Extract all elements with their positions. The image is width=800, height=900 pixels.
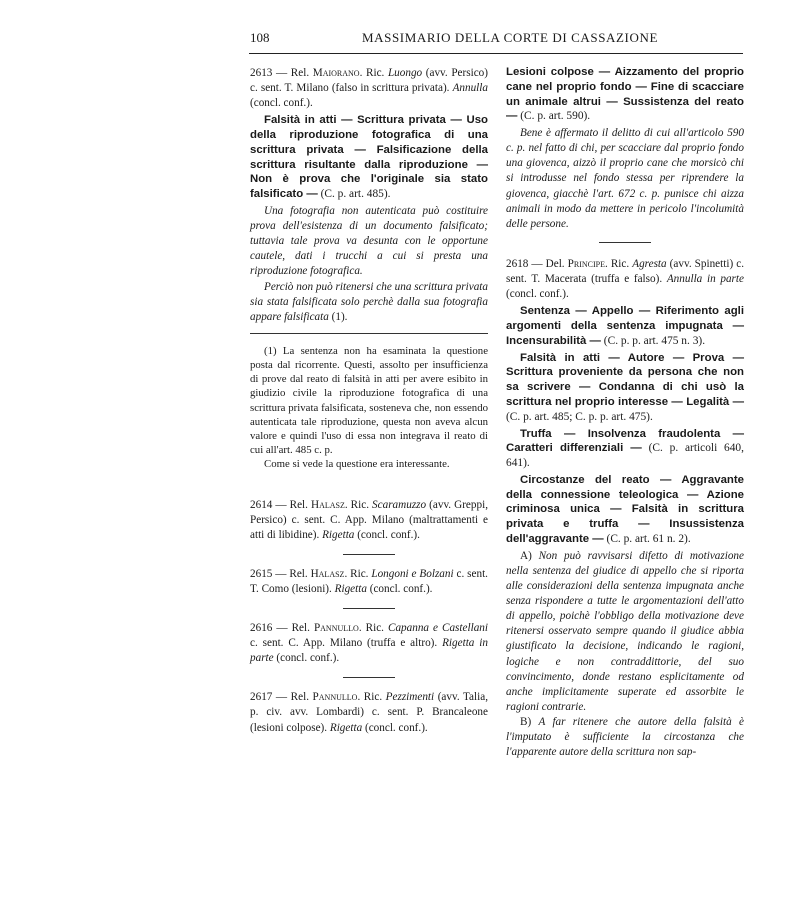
page-number: 108 xyxy=(250,30,270,45)
entry-2618-maxim-4: Circostanze del reato — Aggravante della connessione teleologica — Azione criminosa unica — Falsità in scrittura privata e truffa — Insussistenza dell'aggravante — (C. p. art. 61 n. 2). xyxy=(506,473,744,546)
footnote-rule xyxy=(250,333,488,334)
running-title: MASSIMARIO DELLA CORTE DI CASSAZIONE xyxy=(362,30,658,45)
entry-2613-header: 2613 — Rel. Maiorano. Ric. Luongo (avv. Persico) c. sent. T. Milano (falso in scrittura privata). Annulla (concl. conf.). xyxy=(250,67,488,110)
entry-2613-maxim: Falsità in atti — Scrittura privata — Uso della riproduzione fotografica di una scrittura privata — Falsificazione della scrittura risultante dalla riproduzione — Non è prova che l'originale sia stato falsificato — (C. p. art. 485). xyxy=(250,114,488,201)
entry-2618-maxim-1: Sentenza — Appello — Riferimento agli argomenti della sentenza impugnata — Incensurabilità — (C. p. p. art. 475 n. 3). xyxy=(506,305,744,347)
entry-separator xyxy=(343,554,395,555)
entry-2613-body-2: Perciò non può ritenersi che una scrittura privata sia stata falsificata solo perchè dalla sua fotografia appare falsificata (1). xyxy=(250,280,488,323)
entry-separator xyxy=(599,242,651,243)
entry-2618-maxim-3: Truffa — Insolvenza fraudolenta — Caratteri differenziali — (C. p. articoli 640, 641). xyxy=(506,427,744,470)
entry-2618-header: 2618 — Del. Principe. Ric. Agresta (avv. Spinetti) c. sent. T. Macerata (truffa e falso). Annulla in parte (concl. conf.). xyxy=(506,257,745,301)
right-column xyxy=(506,66,744,760)
entry-2618-body-b: B) A far ritenere che autore della falsità è l'imputato è sufficiente la circostanza che l'apparente autore della scrittura non sap- xyxy=(506,715,744,759)
entry-separator xyxy=(343,608,395,609)
entry-separator xyxy=(343,677,395,678)
left-column xyxy=(250,66,488,736)
entry-2617-maxim: Lesioni colpose — Aizzamento del proprio cane nel proprio fondo — Fine di scacciare un animale altrui — Sussistenza del reato — (C. p. art. 590). xyxy=(506,66,744,123)
header-rule xyxy=(249,53,743,54)
entry-2618-maxim-2: Falsità in atti — Autore — Prova — Scrittura proveniente da persona che non sa scrivere — Condanna di chi usò la scrittura nel proprio interesse — Legalità — (C. p. art. 485; C. p. p. art. 475). xyxy=(506,351,744,423)
footnote-1-cont: Come si vede la questione era interessante. xyxy=(264,458,450,471)
entry-2614: 2614 — Rel. Halasz. Ric. Scaramuzzo (avv. Greppi, Persico) c. sent. C. App. Milano (maltrattamenti e atti di libidine). Rigetta (concl. conf.). xyxy=(250,498,488,541)
entry-2618-body-a: A) Non può ravvisarsi difetto di motivazione nella sentenza del giudice di appello che si riporta alle considerazioni della sentenza impugnata anche senza rispondere a tutte le argomentazioni dell'atto di appello, poichè l'obbligo della motivazione deve ritenersi osservato sempre quando il giudice abbia giustificato la decisione, indicando le ragioni, logiche e non contraddittorie, del suo convincimento, donde restano esplicitamente od anche implicitamente superate ed assorbite le ragioni contrarie. xyxy=(506,549,744,713)
entry-2617-body: Bene è affermato il delitto di cui all'articolo 590 c. p. nel fatto di chi, per scacciare dal proprio fondo una giovenca, aizzò il proprio cane che morsicò chi si introdusse nel fondo stessa per riprendere la giovenca, giacchè l'art. 672 c. p. punisce chi aizza animali in modo da mettere in pericolo l'incolumità delle persone. xyxy=(506,127,744,230)
entry-2617: 2617 — Rel. Pannullo. Ric. Pezzimenti (avv. Talia, p. civ. avv. Lombardi) c. sent. P. Brancaleone (lesioni colpose). Rigetta (concl. conf.). xyxy=(250,691,488,734)
footnote-1: (1) La sentenza non ha esaminata la questione posta dal ricorrente. Questi, assolto per insufficienza di prove dal reato di falsità in atti per avere esibito in giudizio civile la riproduzione fotografica di una scrittura privata falsificata, sosteneva che, non essendo autenticata tale riproduzione, questa non aveva alcun valore e quindi l'uso di essa non integrava il reato di cui all'art. 485 c. p. xyxy=(250,344,488,457)
entry-2613-body-1: Una fotografia non autenticata può costituire prova dell'esistenza di un documento falsificato; tuttavia tale prova va desunta con le opportune cautele, dati i trucchi a cui si presta una riproduzione fotografica. xyxy=(250,205,488,278)
page-header xyxy=(250,30,742,54)
entry-2616: 2616 — Rel. Pannullo. Ric. Capanna e Castellani c. sent. C. App. Milano (truffa e altro). Rigetta in parte (concl. conf.). xyxy=(250,622,488,665)
entry-2615: 2615 — Rel. Halasz. Ric. Longoni e Bolzani c. sent. T. Como (lesioni). Rigetta (concl. conf.). xyxy=(250,567,488,596)
